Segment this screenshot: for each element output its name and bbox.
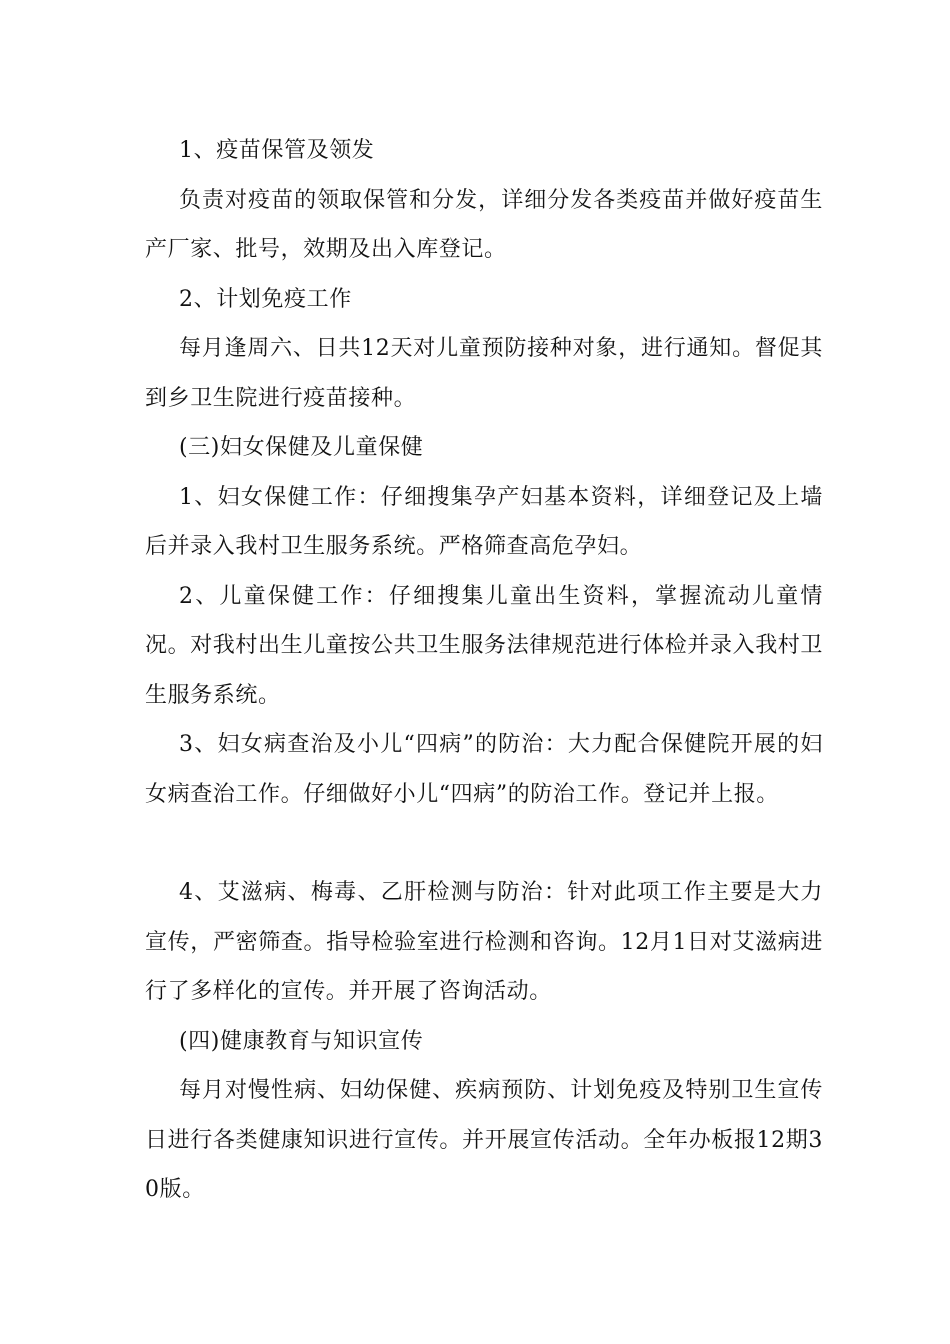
paragraph-hiv-syphilis-hepatitis: 4、艾滋病、梅毒、乙肝检测与防治：针对此项工作主要是大力宣传，严密筛查。指导检验室进行检测和咨询。12月1日对艾滋病进行了多样化的宣传。并开展了咨询活动。: [145, 880, 823, 1004]
paragraph-immunization: 每月逢周六、日共12天对儿童预防接种对象，进行通知。督促其到乡卫生院进行疫苗接种。: [145, 336, 823, 411]
section-heading-women-children-health: (三)妇女保健及儿童保健: [179, 435, 424, 460]
section-heading-immunization: 2、计划免疫工作: [179, 286, 352, 312]
section-heading-health-education: (四)健康教育与知识宣传: [179, 1028, 424, 1054]
paragraph-vaccine-storage: 负责对疫苗的领取保管和分发，详细分发各类疫苗并做好疫苗生产厂家、批号，效期及出入库登记。: [145, 187, 823, 262]
paragraph-health-education: 每月对慢性病、妇幼保健、疾病预防、计划免疫及特别卫生宣传日进行各类健康知识进行宣传。并开展宣传活动。全年办板报12期30版。: [145, 1078, 823, 1202]
section-heading-vaccine-storage: 1、疫苗保管及领发: [179, 138, 375, 163]
document-page: [145, 126, 823, 1215]
paragraph-women-health: 1、妇女保健工作：仔细搜集孕产妇基本资料，详细登记及上墙后并录入我村卫生服务系统。严格筛查高危孕妇。: [145, 484, 823, 559]
paragraph-child-health: 2、儿童保健工作：仔细搜集儿童出生资料，掌握流动儿童情况。对我村出生儿童按公共卫生服务法律规范进行体检并录入我村卫生服务系统。: [145, 583, 824, 708]
paragraph-disease-treatment: 3、妇女病查治及小儿“四病”的防治：大力配合保健院开展的妇女病查治工作。仔细做好小儿“四病”的防治工作。登记并上报。: [145, 732, 823, 807]
